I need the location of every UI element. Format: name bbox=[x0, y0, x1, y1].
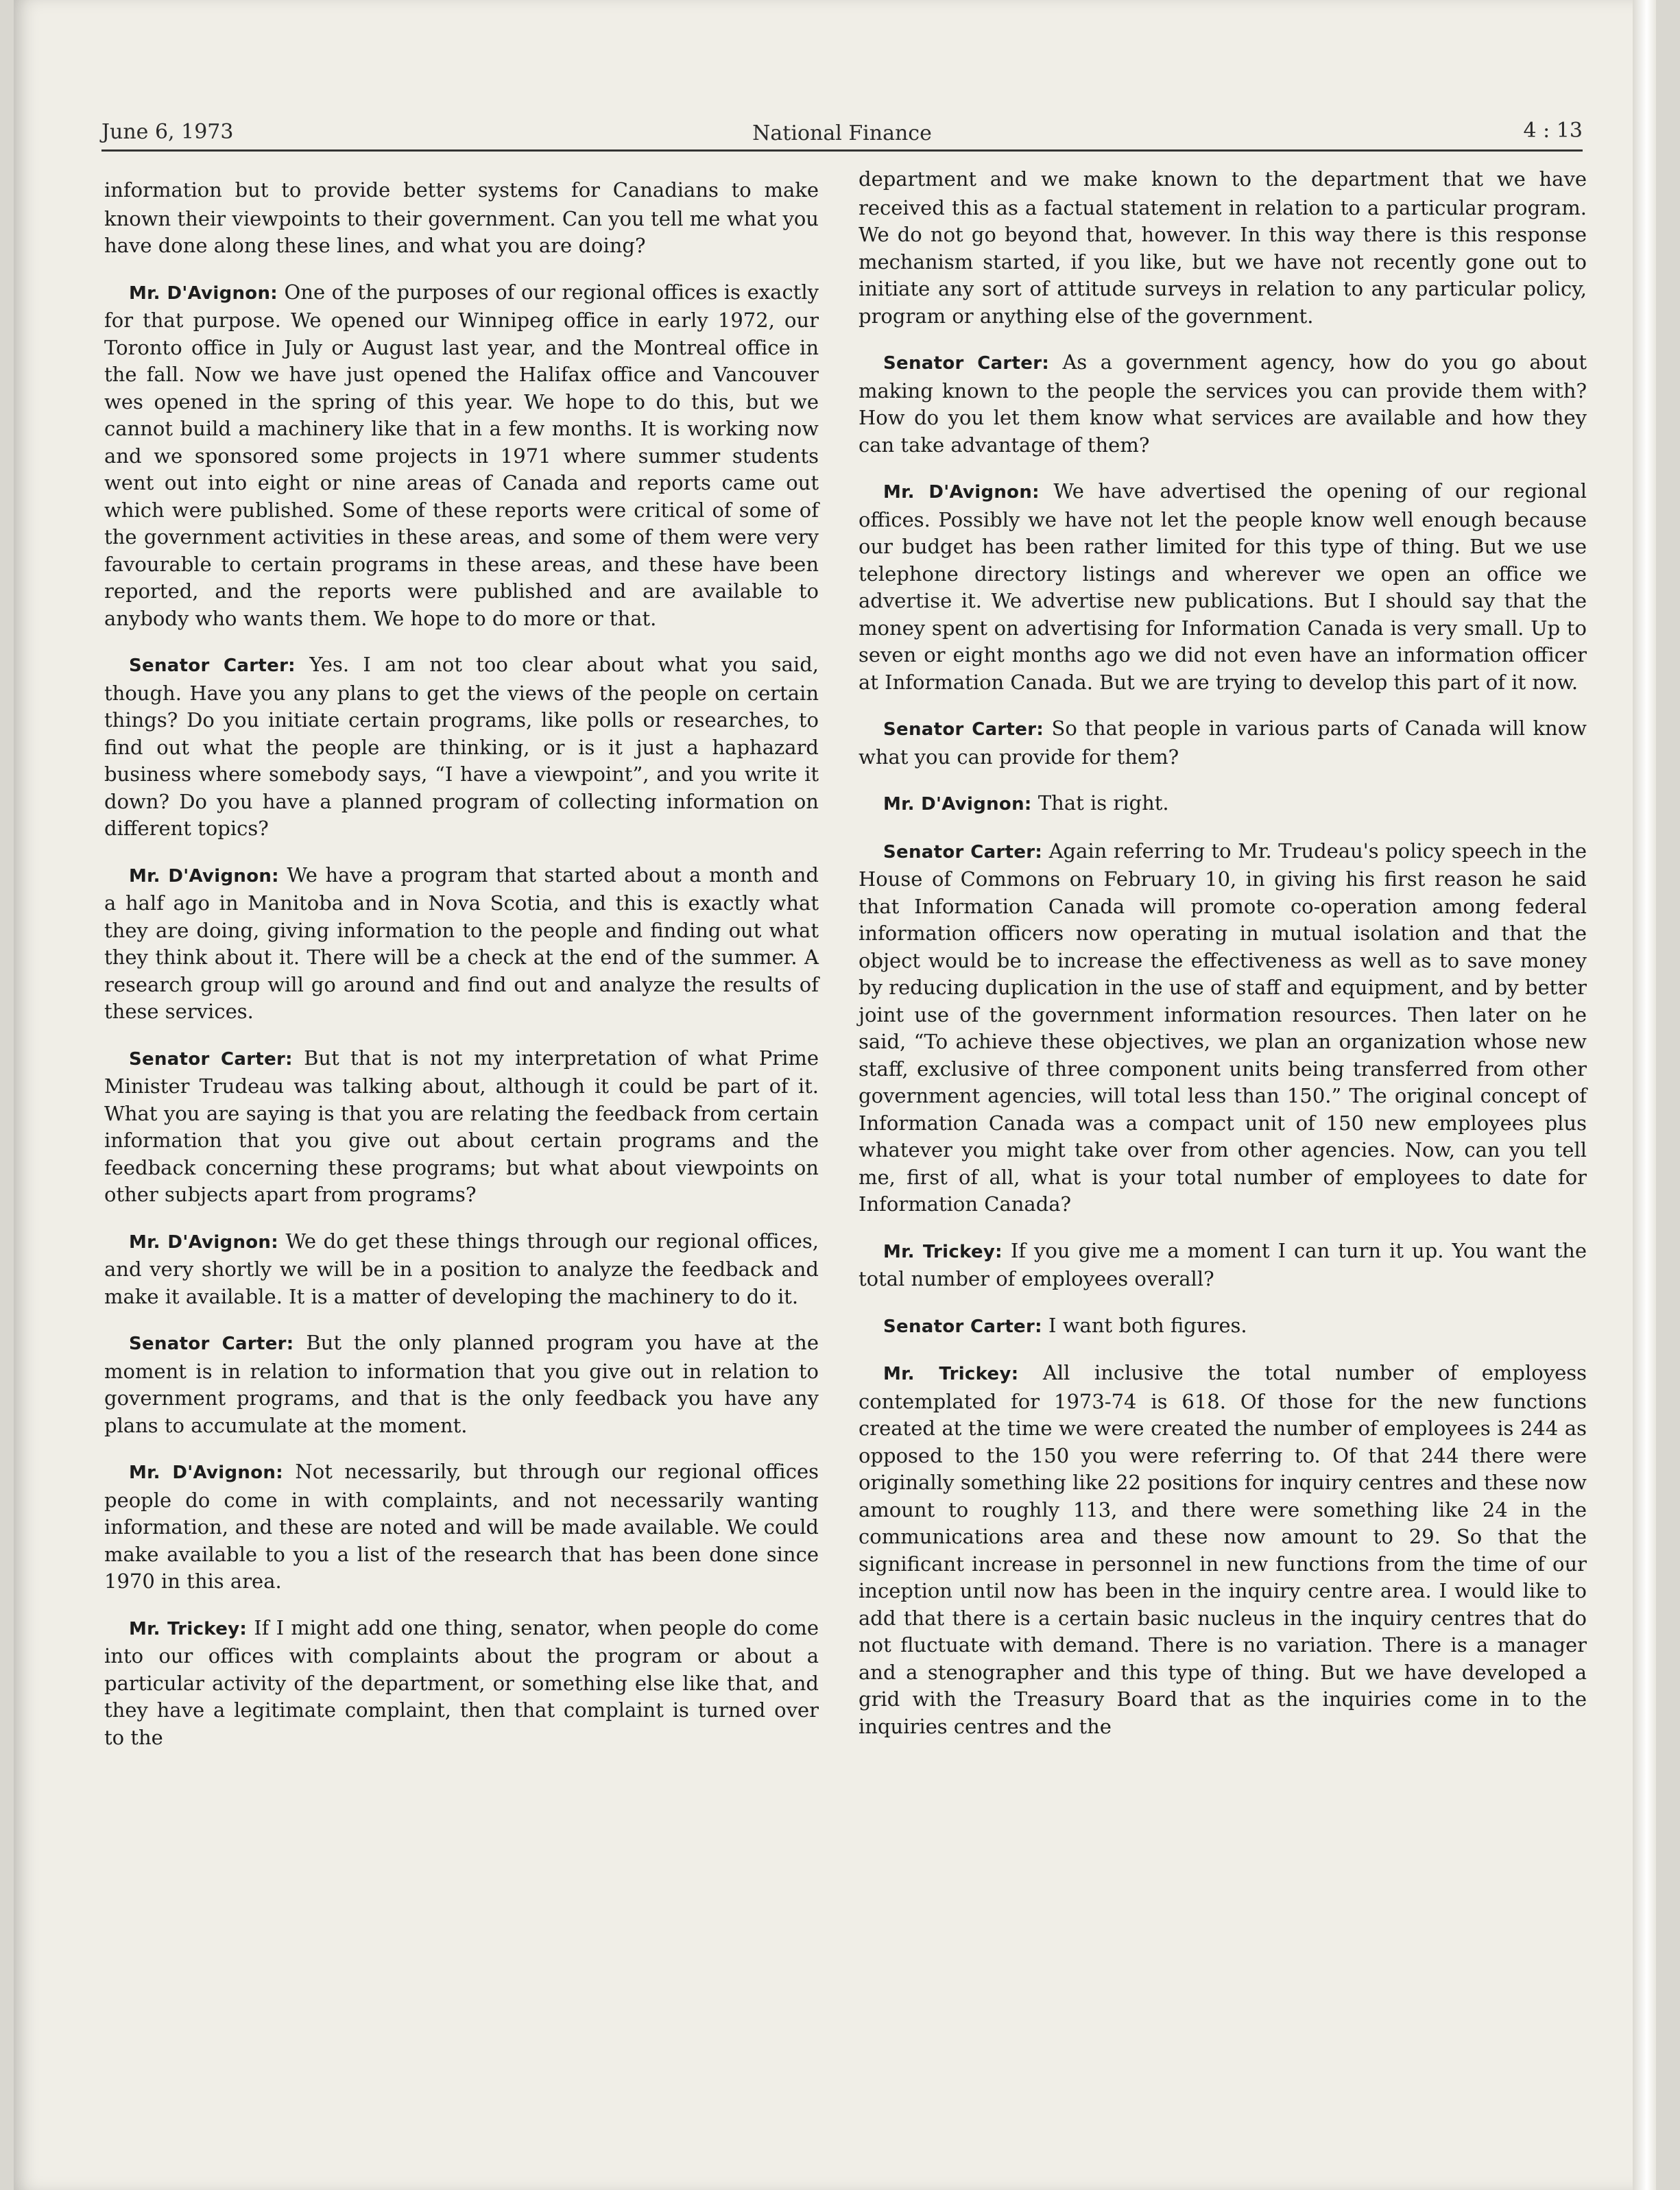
paragraph bbox=[104, 862, 819, 1026]
paragraph bbox=[859, 1360, 1587, 1740]
paragraph-text: We have a program that started about a month and a half ago in Manitoba and in Nova Scotia, and this is exactly what they are doing, giving information to the people and finding out what they think about it. There will be a check at the end of the summer. A research group will go around and find out and analyze the results of these services. bbox=[104, 863, 819, 1023]
speaker-name: Senator Carter: bbox=[129, 1048, 293, 1070]
paragraph-text: As a government agency, how do you go about making known to the people the services you can provide them with? How do you let them know what services are available and how they can take advantage of them? bbox=[859, 350, 1587, 457]
paragraph bbox=[104, 1329, 819, 1439]
paragraph-text: But the only planned program you have at the moment is in relation to information that you give out in relation to government programs, and that is the only feedback you have any plans to accumulate at the moment. bbox=[104, 1331, 819, 1437]
speaker-name: Mr. Trickey: bbox=[883, 1241, 1003, 1262]
speaker-name: Mr. Trickey: bbox=[129, 1618, 248, 1639]
paragraph bbox=[104, 1458, 819, 1596]
paragraph bbox=[859, 790, 1587, 819]
paragraph bbox=[104, 177, 819, 260]
left-column bbox=[104, 177, 819, 1770]
speaker-name: Mr. D'Avignon: bbox=[129, 865, 279, 887]
paragraph-text: If I might add one thing, senator, when people do come into our offices with complaints about the program or about a particular activity of the department, or something else like that, and they have a legitimate complaint, then that complaint is turned over to the bbox=[104, 1615, 819, 1749]
paragraph bbox=[104, 651, 819, 843]
paragraph bbox=[104, 279, 819, 633]
header-page-number: 4 : 13 bbox=[1523, 119, 1583, 143]
paragraph-text: So that people in various parts of Canada will know what you can provide for them? bbox=[859, 717, 1587, 769]
paragraph-text: Not necessarily, but through our regional offices people do come in with complaints, and not necessarily wanting information, and these are noted and will be made available. We could make available to you a list of the research that has been done since 1970 in this area. bbox=[104, 1460, 819, 1593]
paragraph bbox=[859, 166, 1587, 330]
speaker-name: Senator Carter: bbox=[883, 719, 1044, 740]
paragraph-text: All inclusive the total number of employess contemplated for 1973-74 is 618. Of those for the new functions created at the time we were created the number of employees is 244 as opposed to the 150 you were referring to. Of that 244 there were originally something like 22 positions for inquiry centres and these now amount to roughly 113, and there were something like 24 in the communications area and these now amount to 29. So that the significant increase in personnel in new functions from the time of our inception until now has been in the inquiry centre area. I would like to add that there is a certain basic nucleus in the inquiry centres that do not fluctuate with demand. There is no variation. There is a manager and a stenographer and this type of thing. But we have developed a grid with the Treasury Board that as the inquiries come in to the inquiries centres and the bbox=[859, 1361, 1587, 1738]
paragraph-text: That is right. bbox=[1037, 791, 1169, 815]
header-title: National Finance bbox=[752, 121, 932, 145]
speaker-name: Mr. D'Avignon: bbox=[883, 482, 1040, 503]
paragraph bbox=[859, 1312, 1587, 1341]
paragraph-text: We do get these things through our regional offices, and very shortly we will be in a position to analyze the feedback and make it available. It is a matter of developing the machinery to do it. bbox=[104, 1229, 819, 1308]
right-column bbox=[859, 166, 1587, 1759]
speaker-name: Mr. Trickey: bbox=[883, 1364, 1019, 1384]
paragraph-text: If you give me a moment I can turn it up. You want the total number of employees overall? bbox=[859, 1238, 1587, 1290]
paragraph-text: But that is not my interpretation of what Prime Minister Trudeau was talking about, although it could be part of it. What you are saying is that you are relating the feedback from certain information that you give out about certain programs and the feedback concerning these programs; but what about viewpoints on other subjects apart from programs? bbox=[104, 1046, 819, 1206]
speaker-name: Mr. D'Avignon: bbox=[129, 1231, 278, 1253]
paragraph-text: One of the purposes of our regional offices is exactly for that purpose. We opened our Winnipeg office in early 1972, our Toronto office in July or August last year, and the Montreal office in the fall. Now we have just opened the Halifax office and Vancouver wes opened in the spring of this year. We hope to do this, but we cannot build a machinery like that in a few months. It is working now and we sponsored some projects in 1971 where summer students went out into eight or nine areas of Canada and reports came out which were published. Some of these reports were critical of some of the government activities in these areas, and some of them were very favourable to certain programs in these areas, and these have been reported, and the reports were published and are available to anybody who wants them. We hope to do more or that. bbox=[104, 280, 819, 630]
speaker-name: Mr. D'Avignon: bbox=[129, 282, 278, 304]
paragraph-text: I want both figures. bbox=[1048, 1313, 1247, 1337]
paragraph bbox=[859, 715, 1587, 771]
paragraph bbox=[859, 349, 1587, 459]
speaker-name: Senator Carter: bbox=[129, 655, 296, 676]
running-header bbox=[101, 108, 1583, 152]
paragraph-text: department and we make known to the department that we have received this as a factual statement in relation to a particular program. We do not go beyond that, however. In this way there is this response mechanism started, if you like, but we have not recently gone out to initiate any sort of attitude surveys in relation to any particular policy, program or anything else of the government. bbox=[859, 167, 1587, 328]
speaker-name: Senator Carter: bbox=[129, 1334, 294, 1354]
paragraph bbox=[104, 1615, 819, 1752]
speaker-name: Senator Carter: bbox=[883, 1316, 1042, 1337]
paragraph bbox=[859, 838, 1587, 1218]
speaker-name: Mr. D'Avignon: bbox=[129, 1463, 283, 1483]
header-date: June 6, 1973 bbox=[101, 120, 234, 144]
paragraph bbox=[104, 1228, 819, 1311]
paragraph-text: information but to provide better systems for Canadians to make known their viewpoints to their government. Can you tell me what you have done along these lines, and what you are doing? bbox=[104, 178, 819, 257]
paragraph-text: Again referring to Mr. Trudeau's policy speech in the House of Commons on February 10, in giving his first reason he said that Information Canada will promote co-operation among federal information officers now operating in mutual isolation and that the object would be to increase the effectiveness as well as to save money by reducing duplication in the use of staff and equipment, and by better joint use of the government information resources. Then later on he said, “To achieve these objectives, we plan an organization whose new staff, exclusive of three component units being transferred from other government agencies, will total less than 150.” The original concept of Information Canada was a compact unit of 150 new employees plus whatever you might take over from other agencies. Now, can you tell me, first of all, what is your total number of employees to date for Information Canada? bbox=[859, 839, 1587, 1216]
paragraph-text: We have advertised the opening of our regional offices. Possibly we have not let the people know well enough because our budget has been rather limited for this type of thing. But we use telephone directory listings and wherever we open an office we advertise it. We advertise new publications. But I should say that the money spent on advertising for Information Canada is very small. Up to seven or eight months ago we did not even have an information officer at Information Canada. But we are trying to develop this part of it now. bbox=[859, 479, 1587, 694]
speaker-name: Mr. D'Avignon: bbox=[883, 794, 1032, 815]
speaker-name: Senator Carter: bbox=[883, 353, 1050, 374]
paragraph bbox=[859, 1238, 1587, 1293]
paragraph-text: Yes. I am not too clear about what you said, though. Have you any plans to get the views of the people on certain things? Do you initiate certain programs, like polls or researches, to find out what the people are thinking, or is it just a haphazard business where somebody says, “I have a viewpoint”, and you write it down? Do you have a planned program of collecting information on different topics? bbox=[104, 653, 819, 840]
paragraph bbox=[104, 1045, 819, 1209]
document-page bbox=[14, 0, 1656, 2190]
page-edge bbox=[1633, 0, 1656, 2190]
speaker-name: Senator Carter: bbox=[883, 841, 1043, 863]
paragraph bbox=[859, 478, 1587, 696]
